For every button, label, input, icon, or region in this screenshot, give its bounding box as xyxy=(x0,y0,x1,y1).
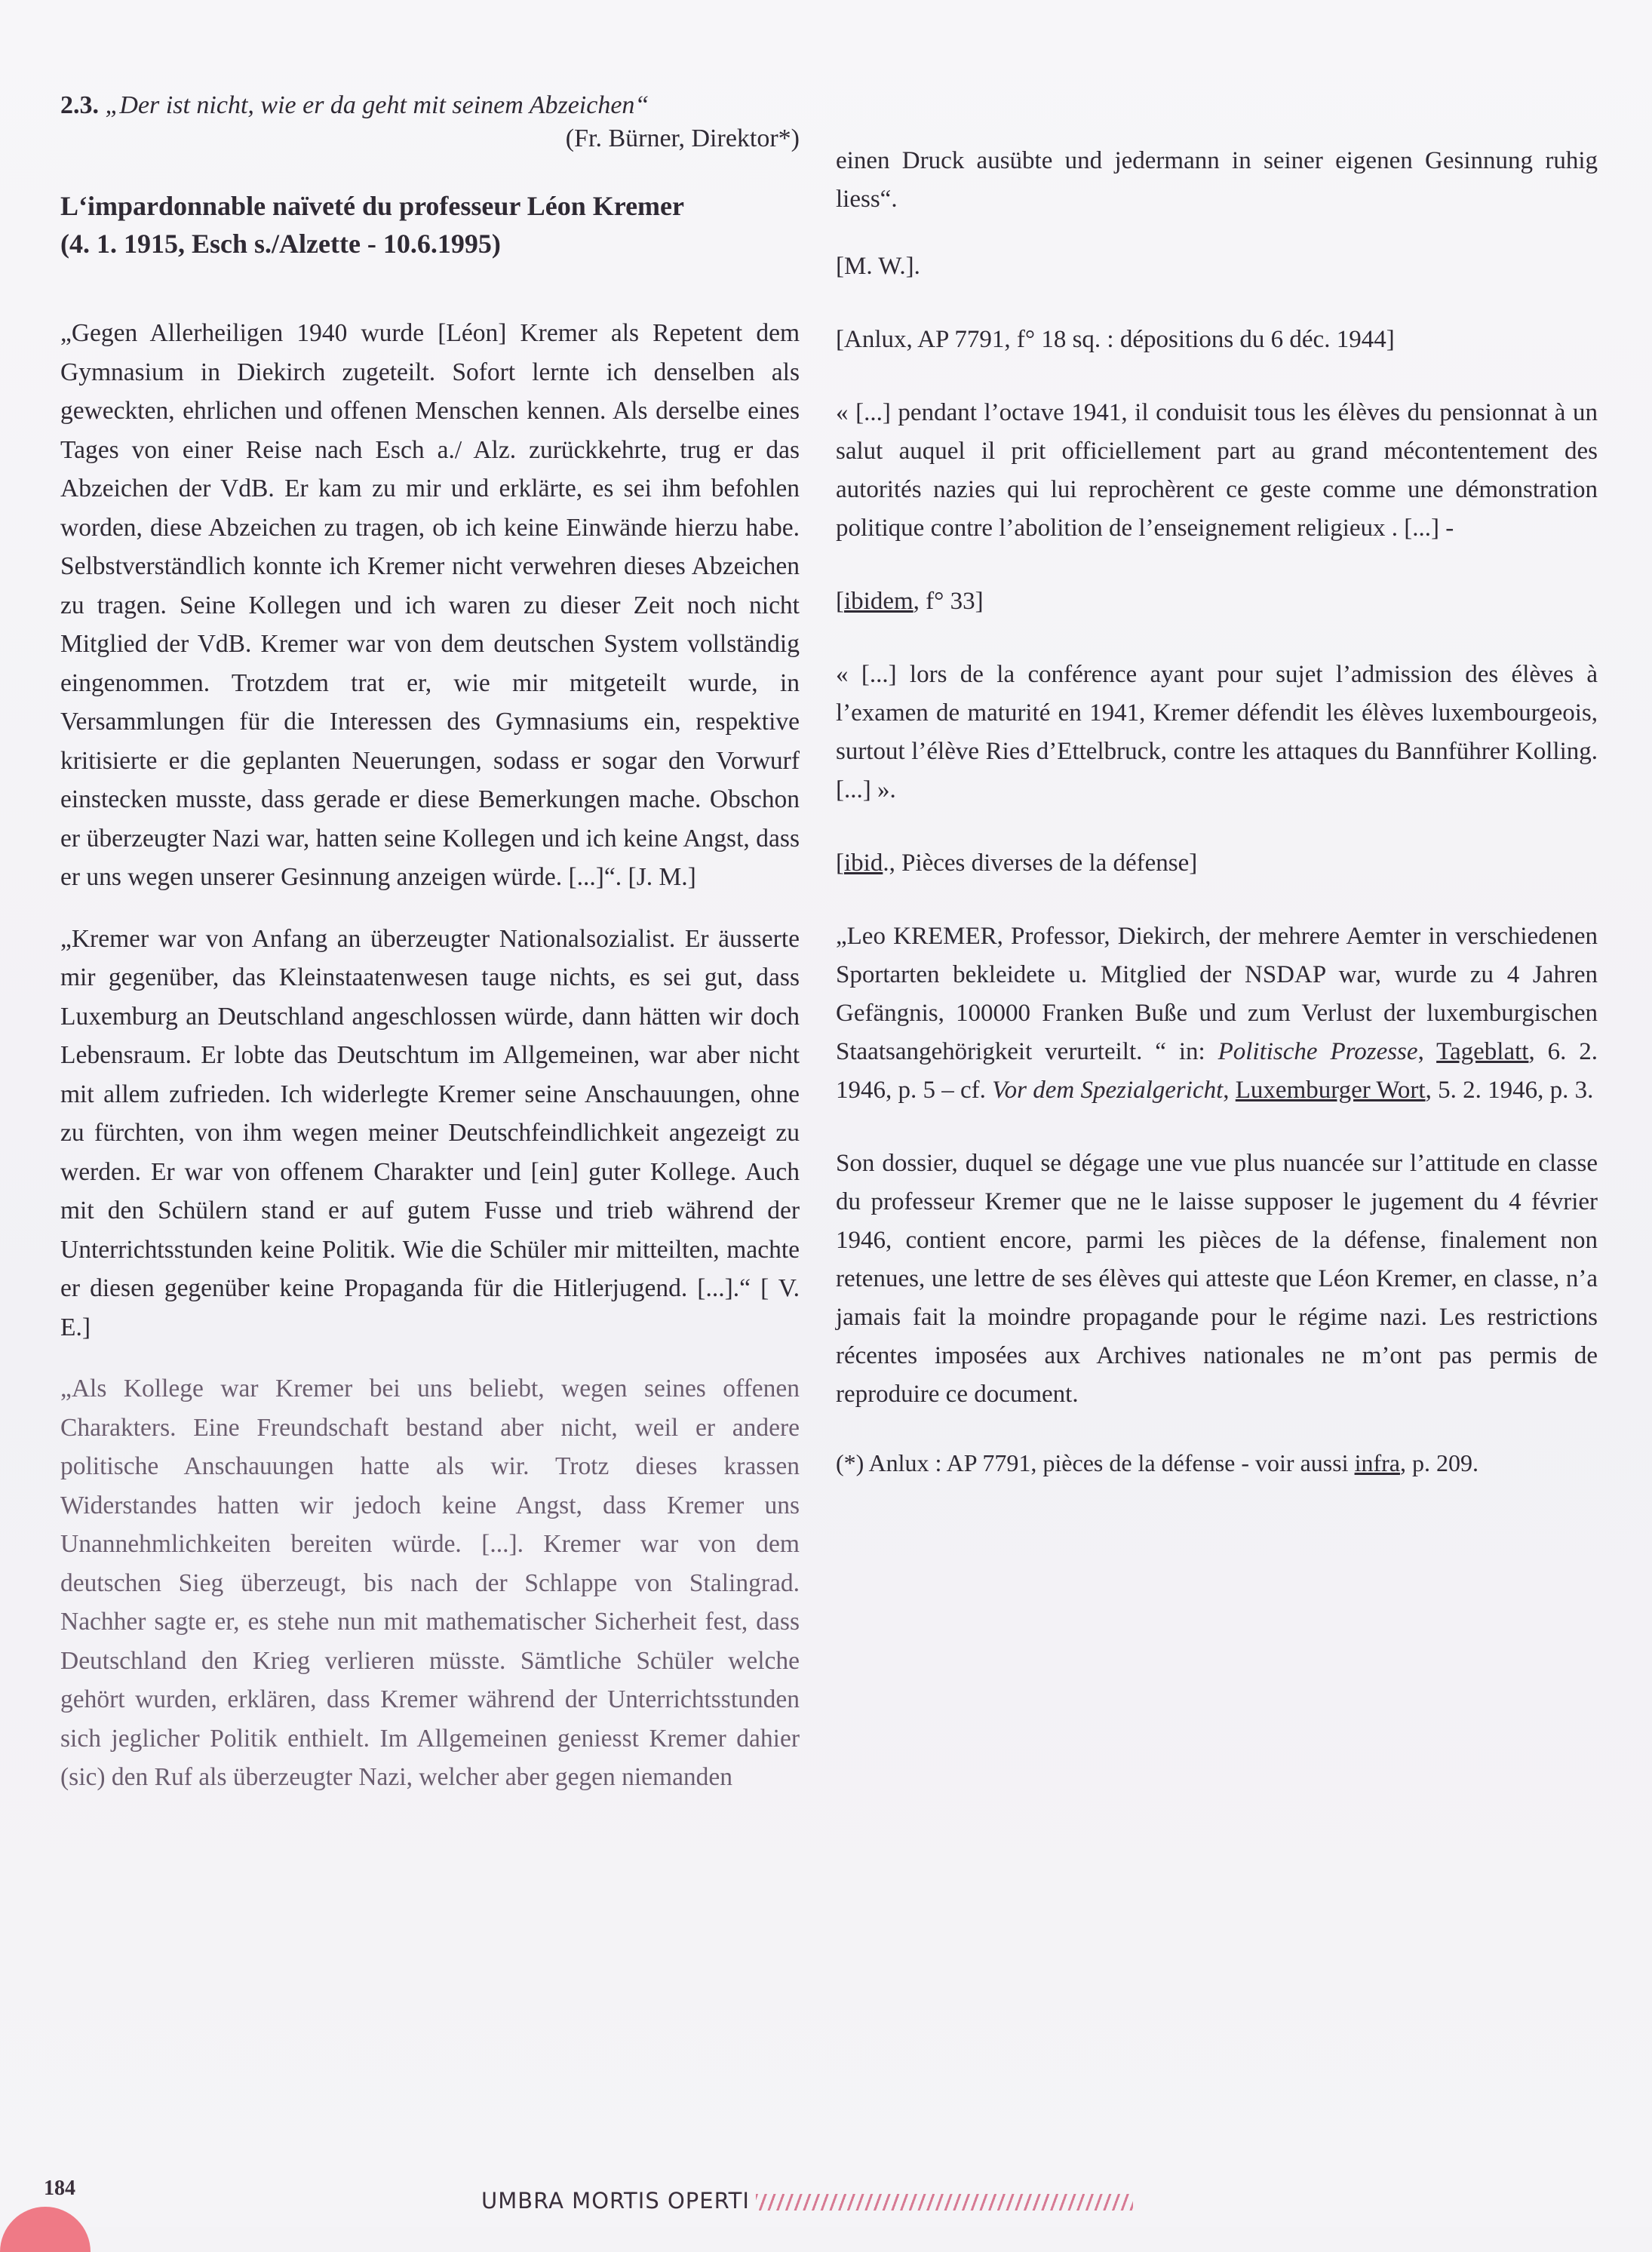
running-footer xyxy=(481,2188,1133,2214)
testimony-jm: „Gegen Allerheiligen 1940 wurde [Léon] Kremer als Repetent dem Gymnasium in Diekirch zugeteilt. Sofort lernte ich denselben als geweckten, ehrlichen und offenen Menschen kennen. Als derselbe eines Tages von einer Reise nach Esch a./ Alz. zurückkehrte, trug er das Abzeichen der VdB. Er kam zu mir und erklärte, es sei ihm befohlen worden, diese Abzeichen zu tragen, ob ich keine Einwände hierzu habe. Selbstverständlich konnte ich Kremer nicht verwehren dieses Abzeichen zu tragen. Seine Kollegen und ich waren zu dieser Zeit noch nicht Mitglied der VdB. Kremer war von dem deutschen System vollständig eingenommen. Trotzdem trat er, wie mir mitgeteilt wurde, in Versammlungen für die Interessen des Gymnasiums ein, respektive kritisierte er die geplanten Neuerungen, sodass er sogar den Vorwurf einstecken musste, dass gerade er diese Bemerkungen mache. Obschon er überzeugter Nazi war, hatten seine Kollegen und ich keine Angst, dass er uns wegen unserer Gesinnung anzeigen würde. [...]“. [J. M.] xyxy=(60,319,800,891)
author-commentary: Son dossier, duquel se dégage une vue plus nuancée sur l’attitude en classe du professeur Kremer que ne le laisse supposer le jugement du 4 février 1946, contient encore, parmi les pièces de la défense, finalement non retenues, une lettre de ses élèves qui atteste que Léon Kremer, en classe, n’a jamais fait la moindre propagande pour le régime nazi. Les restrictions récentes imposées aux Archives nationales ne m’ont pas permis de reproduire ce document. xyxy=(836,1150,1598,1408)
article-title-2: Vor dem Spezialgericht xyxy=(992,1077,1224,1104)
footnote: (*) Anlux : AP 7791, pièces de la défense - voir aussi infra, p. 209. xyxy=(836,1449,1479,1476)
ibid-link: ibid xyxy=(844,849,883,877)
testimony-mw-signature: [M. W.]. xyxy=(836,253,920,280)
article-title-1: Politische Prozesse xyxy=(1218,1038,1418,1065)
book-title: UMBRA MORTIS OPERTI xyxy=(481,2188,750,2214)
right-column xyxy=(836,145,1598,1482)
section-title: „Der ist nicht, wie er da geht mit seinem Abzeichen“ xyxy=(105,91,649,119)
quote-octave-1941: « [...] pendant l’octave 1941, il conduisit tous les élèves du pensionnat à un salut auquel il prit officiellement part au grand mécontentement des autorités nazies qui lui reprochèrent ce geste comme une démonstration politique contre l’abolition de l’enseignement religieux . [...] - xyxy=(836,399,1598,542)
testimony-mw-continued: einen Druck ausübte und jedermann in seiner eigenen Gesinnung ruhig liess“. xyxy=(836,147,1598,213)
ibidem-link: ibidem xyxy=(844,588,914,615)
section-number: 2.3. xyxy=(60,91,99,119)
newspaper-quote: „Leo KREMER, Professor, Diekirch, der mehrere Aemter in verschiedenen Sportarten bekleidete u. Mitglied der NSDAP war, wurde zu 4 Jahren Gefängnis, 100000 Franken Buße und zum Verlust der luxemburgischen Staatsangehörigkeit verurteilt. “ in: Politische Prozesse, Tageblatt, 6. 2. 1946, p. 5 – cf. Vor dem Spezialgericht, Luxemburger Wort, 5. 2. 1946, p. 3. xyxy=(836,923,1598,1104)
left-column xyxy=(60,89,800,1797)
decorative-stripes xyxy=(756,2194,1133,2211)
newspaper-tageblatt: Tageblatt xyxy=(1436,1038,1529,1065)
ibid-reference: [ibid., Pièces diverses de la défense] xyxy=(836,849,1198,877)
ibidem-reference: [ibidem, f° 33] xyxy=(836,588,984,615)
newspaper-wort: Luxemburger Wort xyxy=(1235,1077,1426,1104)
section-author: (Fr. Bürner, Direktor*) xyxy=(565,124,800,152)
archive-reference: [Anlux, AP 7791, f° 18 sq. : dépositions du 6 déc. 1944] xyxy=(836,326,1395,353)
testimony-mw: „Als Kollege war Kremer bei uns beliebt, wegen seines offenen Charakters. Eine Freundschaft bestand aber nicht, weil er andere politische Anschauungen hatte als wir. Trotz dieses krassen Widerstandes hatten wir jedoch keine Angst, dass Kremer uns Unannehmlichkeiten bereiten würde. [...]. Kremer war von dem deutschen Sieg überzeugt, bis nach der Schlappe von Stalingrad. Nachher sagte er, es stehe nun mit mathematischer Sicherheit fest, dass Deutschland den Krieg verlieren müsste. Sämtliche Schüler welche gehört wurden, erklären, dass Kremer während der Unterrichtsstunden sich jeglicher Politik enthielt. Im Allgemeinen geniesst Kremer dahier (sic) den Ruf als überzeugter Nazi, welcher aber gegen niemanden xyxy=(60,1375,800,1791)
testimony-ve: „Kremer war von Anfang an überzeugter Nationalsozialist. Er äusserte mir gegenüber, das Kleinstaatenwesen tauge nichts, es sei gut, dass Luxemburg an Deutschland angeschlossen würde, dann hätten wir doch Lebensraum. Er lobte das Deutschtum im Allgemeinen, war aber nicht mit allem zufrieden. Ich widerlegte Kremer seine Anschauungen, ohne zu fürchten, von ihm wegen meiner Deutschfeindlichkeit angezeigt zu werden. Er war von offenem Charakter und [ein] guter Kollege. Auch mit den Schülern stand er auf gutem Fusse und trieb während der Unterrichtsstunden keine Politik. Wie die Schüler mir mitteilten, machte er diesen gegenüber keine Propaganda für die Hitlerjugend. [...].“ [ V. E.] xyxy=(60,924,800,1341)
decorative-corner-shape xyxy=(0,2207,91,2252)
page-number: 184 xyxy=(44,2177,75,2200)
bio-title-name: L‘impardonnable naïveté du professeur Léon Kremer xyxy=(60,191,684,221)
bio-title-dates: (4. 1. 1915, Esch s./Alzette - 10.6.1995) xyxy=(60,229,501,259)
quote-conference-1941: « [...] lors de la conférence ayant pour sujet l’admission des élèves à l’examen de maturité en 1941, Kremer défendit les élèves luxembourgeois, surtout l’élève Ries d’Ettelbruck, contre les attaques du Bannführer Kolling. [...] ». xyxy=(836,661,1598,803)
bio-title xyxy=(60,187,800,263)
section-heading xyxy=(60,89,800,122)
infra-link: infra xyxy=(1354,1449,1400,1476)
